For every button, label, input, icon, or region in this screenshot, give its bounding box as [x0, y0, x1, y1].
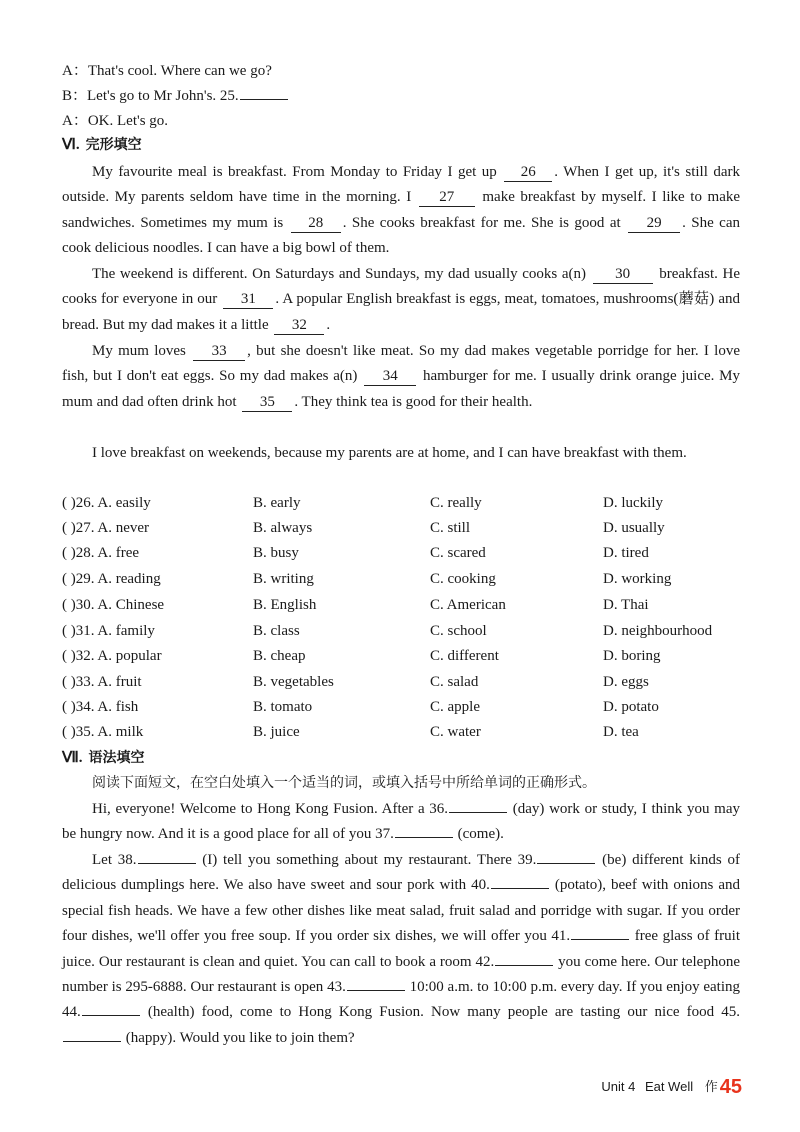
question-26-b[interactable]: B. early — [253, 495, 301, 511]
grammar-blank-38[interactable] — [138, 863, 196, 864]
dialogue-line-1: A：That's cool. Where can we go? — [62, 63, 272, 79]
question-26-c[interactable]: C. really — [430, 495, 482, 511]
question-35-a[interactable]: ( )35. A. milk — [62, 724, 144, 740]
question-27-d[interactable]: D. usually — [603, 520, 665, 536]
cloze-paragraph-2 — [62, 262, 740, 338]
section-7-instruction: 阅读下面短文，在空白处填入一个适当的词，或填入括号中所给单词的正确形式。 — [92, 775, 596, 791]
section-6-title: 完形填空 — [85, 137, 142, 153]
text: free glass of fruit juice. Our restaurant is clean and quiet. You can call to book a room 42. — [62, 928, 740, 970]
grammar-blank-45[interactable] — [63, 1041, 121, 1042]
page-number: 45 — [719, 1076, 742, 1098]
section-6-number: Ⅵ. — [62, 137, 80, 153]
cloze-paragraph-4: I love breakfast on weekends, because my parents are at home, and I can have breakfast with them. — [92, 445, 687, 461]
cloze-blank-27[interactable]: 27 — [419, 188, 475, 207]
question-34-c[interactable]: C. apple — [430, 699, 480, 715]
question-32-c[interactable]: C. different — [430, 648, 499, 664]
grammar-blank-41[interactable] — [571, 939, 629, 940]
text: hamburger for me. I usually drink orange juice. My mum and dad often drink hot — [62, 368, 740, 410]
text: (I) tell you something about my restaurant. There 39. — [196, 852, 537, 868]
cloze-paragraph-1 — [62, 160, 740, 262]
text: make breakfast by myself. I like to make sandwiches. Sometimes my mum is — [62, 189, 741, 231]
question-31-d[interactable]: D. neighbourhood — [603, 623, 713, 639]
question-34-d[interactable]: D. potato — [603, 699, 659, 715]
question-32-a[interactable]: ( )32. A. popular — [62, 648, 162, 664]
text: (health) food, come to Hong Kong Fusion. Now many people are tasting our nice food 45. — [140, 1004, 740, 1021]
cloze-blank-29[interactable]: 29 — [628, 214, 680, 233]
question-31-b[interactable]: B. class — [253, 623, 300, 639]
option-row-35 — [62, 722, 762, 742]
text: (come). — [453, 826, 504, 843]
text: . She can cook delicious noodles. I can have a big bowl of them. — [62, 214, 740, 257]
question-27-c[interactable]: C. still — [430, 520, 471, 536]
text: Hi, everyone! Welcome to Hong Kong Fusion. After a 36. — [92, 801, 449, 817]
cloze-blank-30[interactable]: 30 — [593, 265, 653, 284]
footer-unit: Unit 4 — [601, 1079, 636, 1094]
question-30-b[interactable]: B. English — [253, 597, 317, 613]
question-30-a[interactable]: ( )30. A. Chinese — [62, 597, 165, 613]
option-row-31 — [62, 621, 762, 641]
footer-title: Eat Well — [644, 1079, 694, 1094]
cloze-blank-28[interactable]: 28 — [291, 214, 341, 233]
question-33-a[interactable]: ( )33. A. fruit — [62, 674, 142, 690]
section-7-title: 语法填空 — [88, 750, 145, 766]
question-27-a[interactable]: ( )27. A. never — [62, 520, 150, 536]
text: (potato), beef with onions and special fish heads. We have a few other dishes like meat salad, fruit salad and porridge with sugar. If you order four dishes, we'll offer you free soup. If you order six dishes, we will offer you 41. — [62, 877, 740, 945]
option-row-28 — [62, 543, 762, 563]
cloze-blank-35[interactable]: 35 — [242, 393, 292, 412]
question-32-b[interactable]: B. cheap — [253, 648, 306, 664]
question-26-d[interactable]: D. luckily — [603, 495, 663, 511]
grammar-blank-39[interactable] — [537, 863, 595, 864]
grammar-blank-40[interactable] — [491, 888, 549, 889]
question-29-d[interactable]: D. working — [603, 571, 672, 587]
grammar-blank-43[interactable] — [347, 990, 405, 991]
text: Let 38. — [92, 852, 137, 868]
cloze-blank-26[interactable]: 26 — [504, 163, 552, 182]
question-34-a[interactable]: ( )34. A. fish — [62, 699, 139, 715]
text: . She cooks breakfast for me. She is good at — [342, 214, 627, 231]
question-30-d[interactable]: D. Thai — [603, 597, 649, 613]
question-35-d[interactable]: D. tea — [603, 724, 639, 740]
cloze-blank-32[interactable]: 32 — [274, 316, 324, 335]
question-28-c[interactable]: C. scared — [430, 545, 486, 561]
grammar-blank-42[interactable] — [495, 965, 553, 966]
cloze-blank-31[interactable]: 31 — [223, 290, 273, 309]
section-6-heading — [62, 135, 142, 155]
text: . They think tea is good for their health. — [294, 393, 533, 410]
text: , but she doesn't like meat. So my dad makes vegetable porridge for her. I love fish, but I don't eat eggs. So my dad makes a(n) — [62, 343, 740, 385]
text: breakfast. He cooks for everyone in our — [62, 266, 741, 308]
grammar-blank-37[interactable] — [395, 837, 453, 838]
question-26-a[interactable]: ( )26. A. easily — [62, 495, 151, 511]
grammar-paragraph-1 — [62, 797, 740, 848]
question-33-c[interactable]: C. salad — [430, 674, 479, 690]
cloze-blank-33[interactable]: 33 — [193, 342, 245, 361]
answer-blank-25[interactable] — [240, 99, 288, 100]
dialogue-line-3: A：OK. Let's go. — [62, 113, 169, 129]
text: My mum loves — [92, 343, 192, 359]
text: 10:00 a.m. to 10:00 p.m. every day. If you enjoy eating 44. — [62, 979, 740, 1021]
option-row-32 — [62, 646, 762, 666]
question-35-c[interactable]: C. water — [430, 724, 481, 740]
text: (be) different kinds of delicious dumplings here. We also have sweet and sour pork with 40. — [62, 852, 740, 894]
question-33-b[interactable]: B. vegetables — [253, 674, 334, 690]
question-31-a[interactable]: ( )31. A. family — [62, 623, 155, 639]
question-28-d[interactable]: D. tired — [603, 545, 649, 561]
text: you come here. Our telephone number is 295-6888. Our restaurant is open 43. — [62, 953, 740, 996]
text: My favourite meal is breakfast. From Monday to Friday I get up — [92, 164, 503, 180]
question-27-b[interactable]: B. always — [253, 520, 313, 536]
question-28-a[interactable]: ( )28. A. free — [62, 545, 140, 561]
question-30-c[interactable]: C. American — [430, 597, 506, 613]
text: The weekend is different. On Saturdays and Sundays, my dad usually cooks a(n) — [92, 266, 591, 282]
dialogue-line-2 — [62, 86, 289, 106]
dialogue-line-2-text: B：Let's go to Mr John's. 25. — [62, 88, 239, 104]
question-32-d[interactable]: D. boring — [603, 648, 661, 664]
cloze-paragraph-3 — [62, 339, 740, 415]
cloze-blank-34[interactable]: 34 — [364, 367, 416, 386]
option-row-29 — [62, 569, 762, 589]
footer-zuo: 作 — [704, 1080, 718, 1095]
text: . A popular English breakfast is eggs, meat, tomatoes, mushrooms(蘑菇) and bread. But my dad makes it a little — [62, 291, 740, 333]
question-34-b[interactable]: B. tomato — [253, 699, 313, 715]
text: (day) work or study, I think you may be hungry now. And it is a good place for all of you 37. — [62, 801, 740, 843]
grammar-paragraph-2 — [62, 848, 740, 1051]
option-row-26 — [62, 493, 762, 513]
option-row-30 — [62, 595, 762, 615]
option-row-33 — [62, 672, 762, 692]
text: . — [326, 316, 331, 333]
option-row-34 — [62, 697, 762, 717]
grammar-blank-44[interactable] — [82, 1015, 140, 1016]
text: . When I get up, it's still dark outside. My parents seldom have time in the morning. I — [62, 164, 740, 206]
question-29-a[interactable]: ( )29. A. reading — [62, 571, 161, 587]
page-footer — [601, 1076, 742, 1099]
question-31-c[interactable]: C. school — [430, 623, 487, 639]
option-row-27 — [62, 518, 762, 538]
question-33-d[interactable]: D. eggs — [603, 674, 649, 690]
text: (happy). Would you like to join them? — [122, 1029, 355, 1046]
grammar-blank-36[interactable] — [449, 812, 507, 813]
question-29-c[interactable]: C. cooking — [430, 571, 496, 587]
section-7-heading — [62, 748, 145, 768]
section-7-number: Ⅶ. — [62, 750, 83, 766]
question-35-b[interactable]: B. juice — [253, 724, 300, 740]
question-29-b[interactable]: B. writing — [253, 571, 314, 587]
question-28-b[interactable]: B. busy — [253, 545, 299, 561]
